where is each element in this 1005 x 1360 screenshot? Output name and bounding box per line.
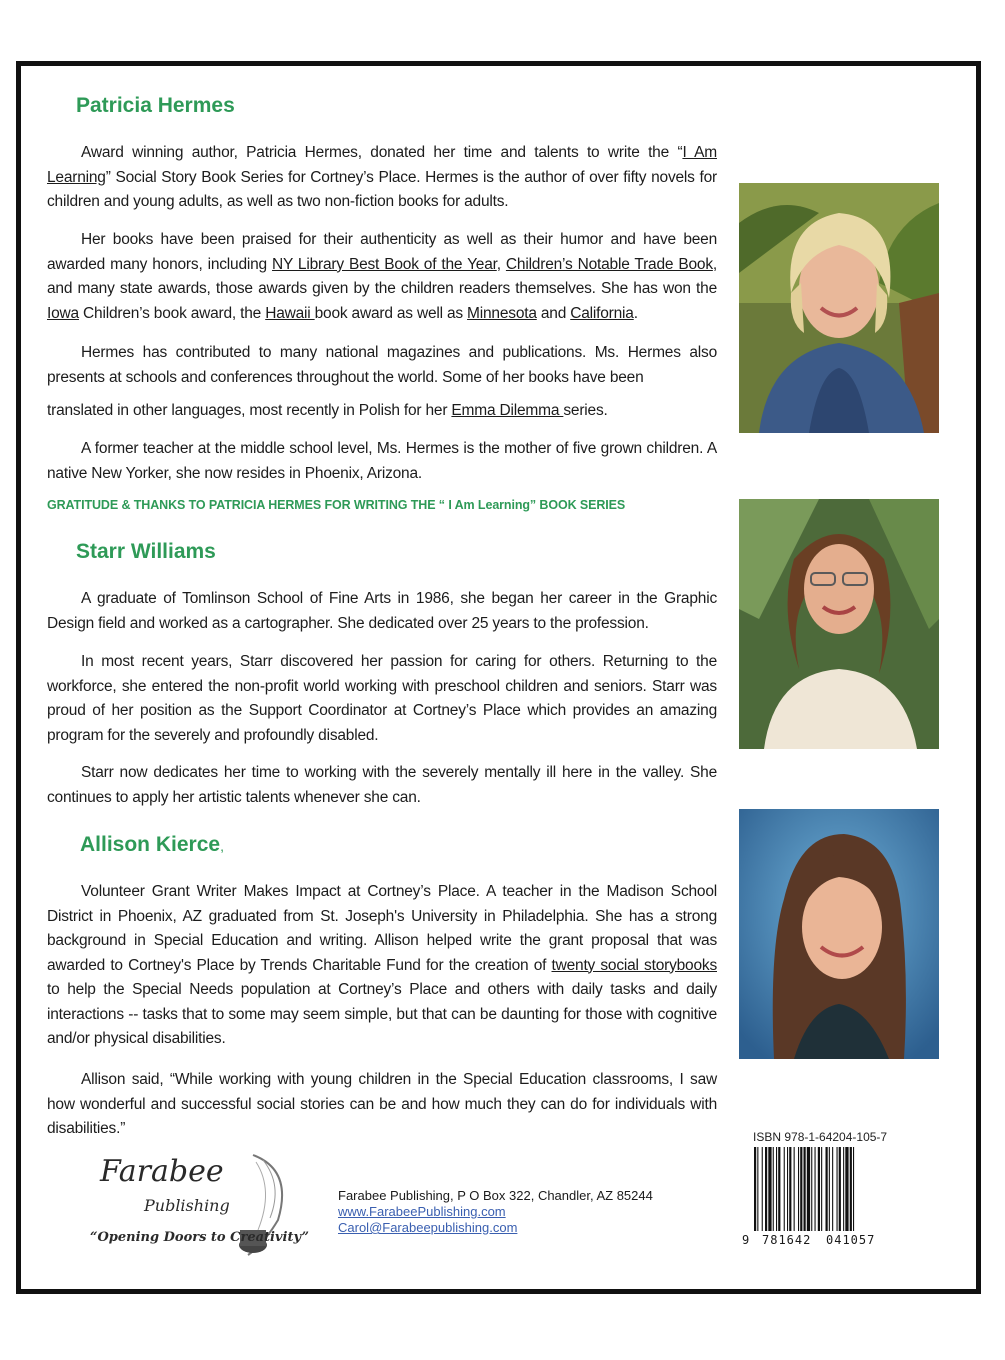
award-california: California [570,304,634,322]
award-hawaii: Hawaii [265,304,315,322]
barcode-digit-first: 9 [742,1233,750,1247]
publisher-contact [338,1188,653,1236]
barcode-bar [821,1147,822,1231]
hermes-paragraph-3: Hermes has contributed to many national magazines and publications. Ms. Hermes also presents at schools and conferences throughout the world. Some of her books have been [47,344,717,386]
author-name-hermes: Patricia Hermes [76,94,235,117]
barcode-bar [757,1147,758,1231]
hermes-paragraph-4: A former teacher at the middle school level, Ms. Hermes is the mother of five grown children. A native New Yorker, she now resides in Phoenix, Arizona. [47,440,717,482]
kierce-paragraph-2: Allison said, “While working with young children in the Special Education classrooms, I saw how wonderful and successful social stories can be and how much they can do for individuals with disabilities.” [47,1071,717,1137]
hermes-paragraph-2: Her books have been praised for their authenticity as well as their humor and have been awarded many honors, including NY Library Best Book of the Year, Children’s Notable Trade Book, and many state awards, those awards given by the children readers themselves. She has won the Iowa Children’s book award, the Hawaii book award as well as Minnesota and California. [47,231,717,322]
kierce-photo [739,809,939,1059]
hermes-photo [739,183,939,433]
barcode-digits-left: 781642 [762,1233,812,1247]
link-i-am-learning[interactable]: I Am Learning [47,144,717,186]
book-emma-dilemma: Emma Dilemma [451,402,564,419]
barcode-bar [768,1147,771,1231]
barcode-bar [829,1147,830,1231]
publisher-address: Farabee Publishing, P O Box 322, Chandler, AZ 85244 [338,1188,653,1203]
barcode-bar [794,1147,795,1231]
award-minnesota: Minnesota [467,304,537,322]
barcode-bar [845,1147,848,1231]
barcode-bar [826,1147,828,1231]
barcode-bar [843,1147,844,1231]
barcode-bar [776,1147,777,1231]
barcode-digits-right: 041057 [826,1233,876,1247]
isbn-label: ISBN 978-1-64204-105-7 [753,1130,888,1144]
barcode-bar [778,1147,780,1231]
barcode-bar [839,1147,841,1231]
award-iowa: Iowa [47,304,79,322]
hermes-paragraph-3-cont: translated in other languages, most recently in Polish for her Emma Dilemma series. [47,402,608,419]
barcode-bar [773,1147,774,1231]
barcode-bar [850,1147,852,1231]
isbn-barcode [742,1145,888,1249]
barcode-bar [815,1147,816,1231]
barcode-bar [754,1147,756,1231]
gratitude-banner: GRATITUDE & THANKS TO PATRICIA HERMES FOR WRITING THE “ I Am Learning” BOOK SERIES [47,498,626,512]
hermes-paragraph-1: Award winning author, Patricia Hermes, donated her time and talents to write the “I Am Learning” Social Story Book Series for Cortney’s Place. Hermes is the author of over fifty novels for children and young adults, as well as two non-fiction books for adults. [47,144,717,210]
publisher-email-link[interactable]: Carol@Farabeepublishing.com [338,1220,518,1235]
award-ny-library: NY Library Best Book of the Year [272,255,497,273]
barcode-bar [837,1147,838,1231]
logo-tagline: “Opening Doors to Creativity” [90,1230,309,1245]
barcode-bar [765,1147,767,1231]
barcode-bar [800,1147,802,1231]
award-notable-trade: Children’s Notable Trade Book [505,255,713,273]
barcode-bar [832,1147,833,1231]
barcode-bar [818,1147,820,1231]
barcode-bar [853,1147,854,1231]
kierce-paragraph-1: Volunteer Grant Writer Makes Impact at Cortney’s Place. A teacher in the Madison School District in Phoenix, AZ graduated from St. Joseph's University in Philadelphia. She has a strong background in Special Education and writing. Allison helped write the grant proposal that was awarded to Cortney's Place by Trends Charitable Fund for the creation of twenty social storybooks to help the Special Needs population at Cortney’s Place and others with daily tasks and daily interactions -- tasks that to some may seem simple, but that can be daunting for those with cognitive and/or physical disabilities. [47,883,717,1047]
barcode-bar [798,1147,799,1231]
logo-subtitle: Publishing [144,1196,230,1215]
link-twenty-storybooks: twenty social storybooks [551,956,717,974]
barcode-bar [804,1147,806,1231]
barcode-bar [784,1147,785,1231]
barcode-bar [807,1147,810,1231]
publisher-website-link[interactable]: www.FarabeePublishing.com [338,1204,506,1219]
williams-paragraph-3: Starr now dedicates her time to working with the severely mentally ill here in the valley. She continues to apply her artistic talents whenever she can. [47,764,717,806]
barcode-bar [811,1147,812,1231]
barcode-bar [789,1147,791,1231]
williams-paragraph-2: In most recent years, Starr discovered her passion for caring for others. Returning to the workforce, she entered the non-profit world working with preschool children and seniors. Starr was proud of her position as the Support Coordinator at Cortney’s Place which provides an amazing program for the severely and profoundly disabled. [47,653,717,744]
author-name-williams: Starr Williams [76,540,216,563]
williams-paragraph-1: A graduate of Tomlinson School of Fine Arts in 1986, she began her career in the Graphic Design field and worked as a cartographer. She dedicated over 25 years to the profession. [47,590,717,632]
barcode-bar [787,1147,788,1231]
logo-title: Farabee [100,1154,224,1189]
author-name-kierce: Allison Kierce, [80,833,224,856]
barcode-bar [762,1147,763,1231]
publisher-logo [88,1150,313,1265]
williams-photo [739,499,939,749]
